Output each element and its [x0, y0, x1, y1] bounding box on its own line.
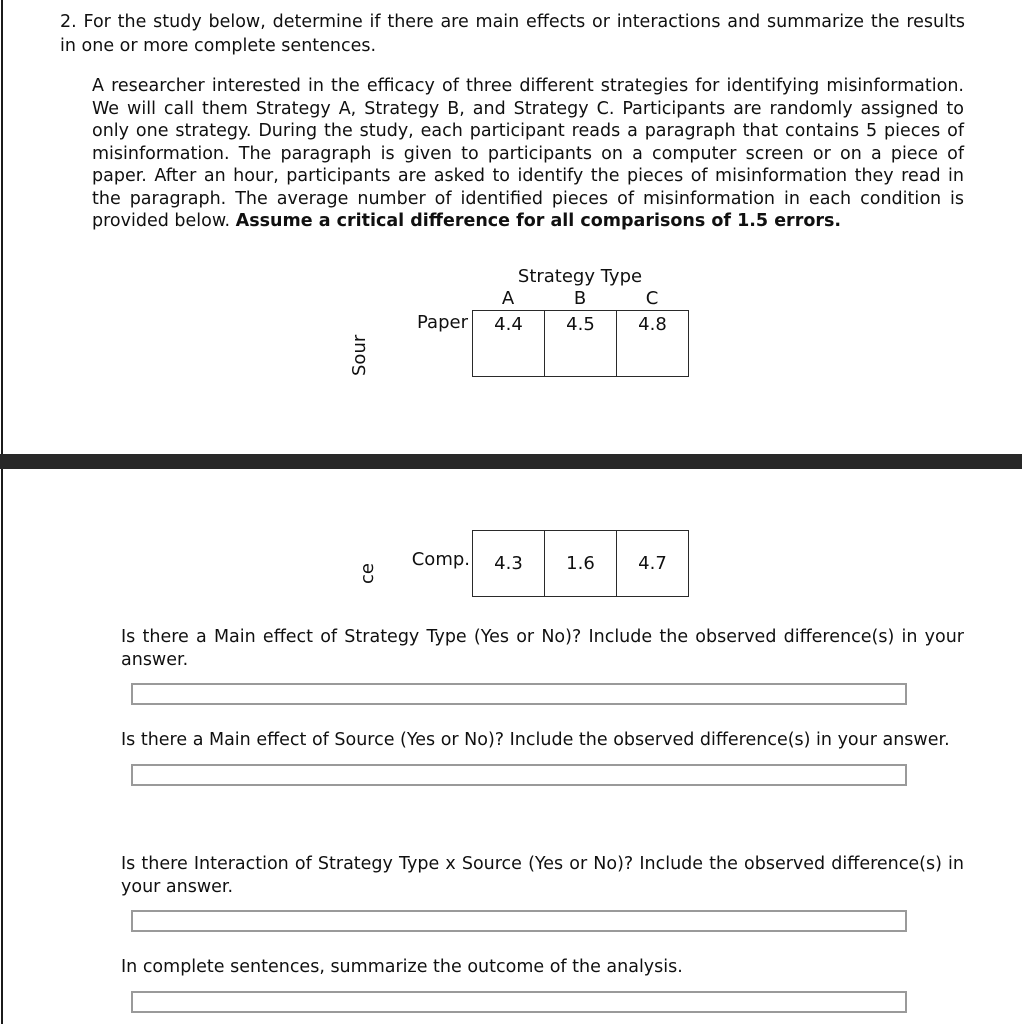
matrix-cell-comp-b: 1.6: [545, 531, 617, 596]
question-text-interaction: Is there Interaction of Strategy Type x Source (Yes or No)? Include the observed difference(s) in your answer.: [121, 854, 964, 897]
question-prompt-text: For the study below, determine if there are main effects or interactions and summarize the results in one or more complete sentences.: [60, 12, 965, 56]
answer-input-main-effect-source[interactable]: [131, 764, 907, 786]
question-prompt: [60, 10, 965, 58]
matrix-cell-comp-c: 4.7: [638, 553, 667, 574]
question-item-interaction: [121, 853, 964, 932]
question-text-summary: In complete sentences, summarize the outcome of the analysis.: [121, 957, 683, 977]
matrix-column-header-a: A: [501, 288, 515, 309]
matrix-cell-paper-a: 4.4: [473, 311, 545, 376]
matrix-cell-comp-a: 4.3: [473, 531, 545, 596]
question-number: 2.: [60, 12, 77, 32]
matrix-column-header-c: C: [645, 288, 659, 309]
answer-input-interaction[interactable]: [131, 910, 907, 932]
question-text-main-effect-strategy: Is there a Main effect of Strategy Type (Yes or No)? Include the observed difference(s) in your answer.: [121, 627, 964, 670]
question-item-summary: [121, 956, 964, 1013]
matrix-column-header-b: B: [573, 288, 587, 309]
bottom-page-section: [0, 469, 1022, 1024]
matrix-row-comp: [472, 530, 689, 597]
matrix-row-label-paper: Paper: [417, 312, 468, 333]
answer-input-main-effect-strategy[interactable]: [131, 683, 907, 705]
study-description-text: A researcher interested in the efficacy of three different strategies for identifying misinformation. We will call them Strategy A, Strategy B, and Strategy C. Participants are randomly assigned to only one strategy. During the study, each participant reads a paragraph that contains 5 pieces of misinformation. The paragraph is given to participants on a computer screen or on a piece of paper. After an hour, participants are asked to identify the pieces of misinformation they read in the paragraph. The average number of identified pieces of misinformation in each condition is provided below.: [92, 76, 964, 231]
matrix-row-paper: [472, 310, 689, 377]
question-text-main-effect-source: Is there a Main effect of Source (Yes or No)? Include the observed difference(s) in your answer.: [121, 730, 950, 750]
question-item-main-effect-source: [121, 729, 964, 786]
matrix-row-axis-label-part1: Sour: [349, 334, 370, 376]
study-description: [92, 75, 964, 233]
matrix-cell-paper-b: 4.5: [545, 311, 617, 376]
page-break-divider: [0, 454, 1022, 469]
matrix-row-axis-label-part2: ce: [357, 563, 378, 584]
answer-input-summary[interactable]: [131, 991, 907, 1013]
matrix-cell-paper-c: 4.8: [638, 314, 667, 335]
top-page-section: [0, 0, 1022, 454]
matrix-column-headers: [472, 288, 688, 310]
matrix-column-group-title: Strategy Type: [517, 266, 643, 287]
matrix-row-label-comp: Comp.: [411, 549, 470, 570]
study-critical-difference-note: Assume a critical difference for all comparisons of 1.5 errors.: [235, 211, 842, 231]
question-item-main-effect-strategy: [121, 626, 964, 705]
